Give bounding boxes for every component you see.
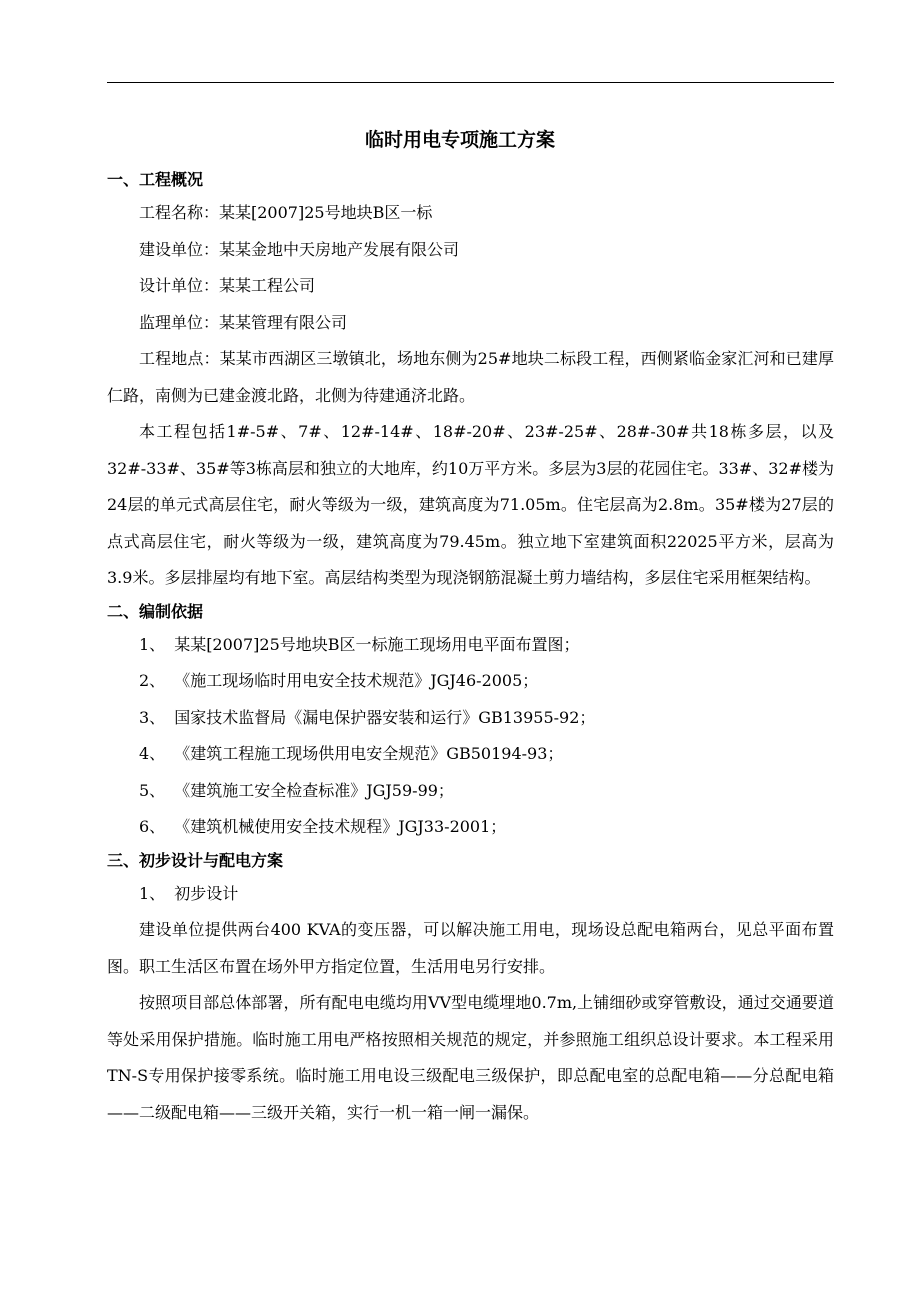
- list-item: 4、 《建筑工程施工现场供用电安全规范》GB50194-93；: [139, 744, 564, 763]
- list-item: 6、 《建筑机械使用安全技术规程》JGJ33-2001；: [139, 817, 507, 836]
- list-item: 5、 《建筑施工安全检查标准》JGJ59-99；: [139, 780, 454, 800]
- document-body: [107, 165, 834, 1131]
- cable-paragraph: 按照项目部总体部署，所有配电电缆均用VV型电缆埋地0.7m,上铺细砂或穿管敷设，通过交通要道等处采用保护措施。临时施工用电严格按照相关规范的规定，并参照施工组织总设计要求。本工程采用TN-S专用保护接零系统。临时施工用电设三级配电三级保护，即总配电室的总配电箱——分总配电箱——二级配电箱——三级开关箱，实行一机一箱一闸一漏保。: [107, 993, 834, 1122]
- header-rule: [107, 82, 834, 83]
- document-title: 临时用电专项施工方案: [364, 129, 555, 151]
- transformer-paragraph: 建设单位提供两台400 KVA的变压器，可以解决施工用电，现场设总配电箱两台，见总平面布置图。职工生活区布置在场外甲方指定位置，生活用电另行安排。: [107, 920, 834, 976]
- project-name: 工程名称：某某[2007]25号地块B区一标: [139, 203, 433, 222]
- subsection-heading: 1、 初步设计: [139, 883, 239, 903]
- developer: 建设单位：某某金地中天房地产发展有限公司: [139, 239, 460, 259]
- list-item: 3、 国家技术监督局《漏电保护器安装和运行》GB13955-92；: [139, 707, 596, 727]
- section-heading-design: 三、初步设计与配电方案: [107, 850, 284, 870]
- designer: 设计单位：某某工程公司: [139, 276, 316, 295]
- basis-list: [107, 627, 834, 846]
- list-item: 2、 《施工现场临时用电安全技术规范》JGJ46-2005；: [139, 671, 539, 690]
- supervisor: 监理单位：某某管理有限公司: [139, 312, 348, 332]
- project-location: 工程地点：某某市西湖区三墩镇北，场地东侧为25#地块二标段工程，西侧紧临金家汇河和已建厚仁路，南侧为已建金渡北路，北侧为待建通济北路。: [107, 349, 834, 405]
- list-item: 1、 某某[2007]25号地块B区一标施工现场用电平面布置图；: [139, 634, 580, 654]
- section-heading-overview: 一、工程概况: [107, 170, 204, 189]
- section-heading-basis: 二、编制依据: [107, 601, 204, 621]
- project-scope: 本工程包括1#-5#、7#、12#-14#、18#-20#、23#-25#、28#-30#共18栋多层，以及32#-33#、35#等3栋高层和独立的大地库，约10万平方米。多层为3层的花园住宅。33#、32#楼为24层的单元式高层住宅，耐火等级为一级，建筑高度为71.05m。住宅层高为2.8m。35#楼为27层的点式高层住宅，耐火等级为一级，建筑高度为79.45m。独立地下室建筑面积22025平方米，层高为3.9米。多层排屋均有地下室。高层结构类型为现浇钢筋混凝土剪力墙结构，多层住宅采用框架结构。: [107, 422, 834, 587]
